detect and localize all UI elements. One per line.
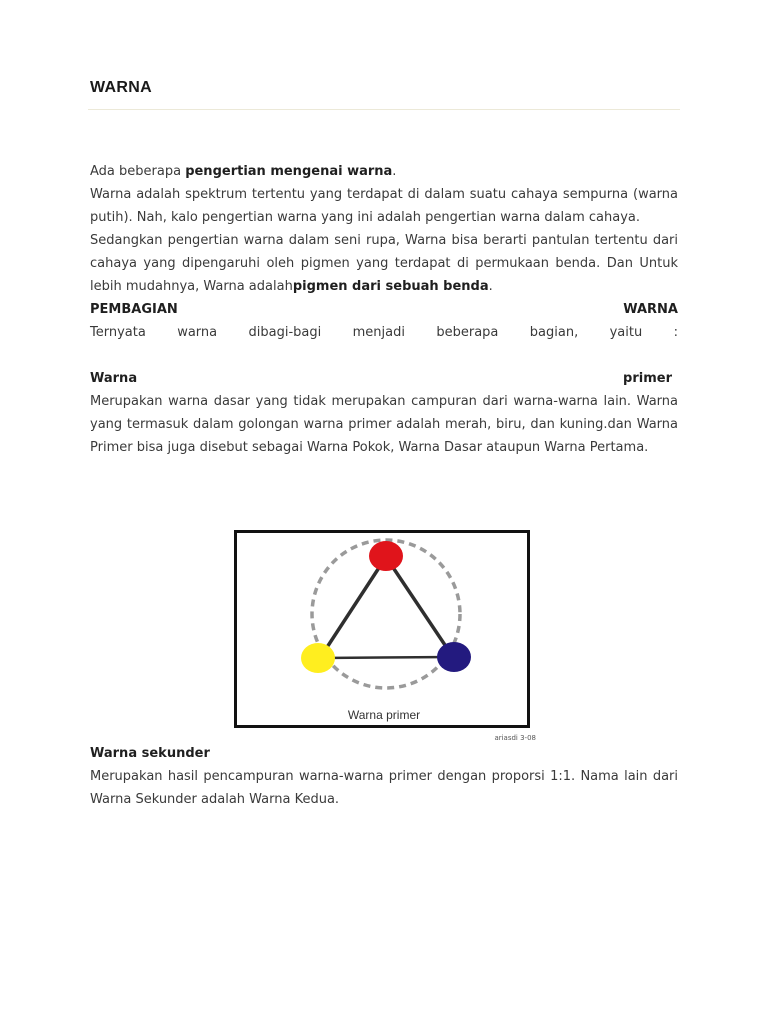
title-divider <box>88 109 680 110</box>
art-definition-text: Sedangkan pengertian warna dalam seni rupa, Warna bisa berarti pantulan tertentu dari cahaya yang dipengaruhi oleh pigmen yang terdapat di permukaan benda. Dan Untuk lebih mudahnya, Warna adalah <box>90 233 678 294</box>
primary-text: erupakan warna dasar yang tidak merupakan campuran dari warna-warna lain. Warna yang termasuk dalam golongan warna primer adalah merah, biru, dan kuning.dan Warna Primer bisa juga disebut sebagai Warna Pokok, Warna Dasar ataupun Warna Pertama. <box>90 394 678 455</box>
paragraph-art-definition <box>90 229 678 298</box>
secondary-section <box>90 742 678 811</box>
primary-first-letter: M <box>90 394 102 409</box>
intro-suffix: . <box>392 164 397 179</box>
figure-frame <box>234 530 530 728</box>
secondary-paragraph: Merupakan hasil pencampuran warna-warna primer dengan proporsi 1:1. Nama lain dari Warna Sekunder adalah Warna Kedua. <box>90 769 678 807</box>
primary-heading-text: Warna primer <box>90 371 672 386</box>
intro-paragraph <box>90 160 678 183</box>
primary-heading <box>90 367 678 390</box>
triangle-edge-bottom <box>320 657 453 658</box>
intro-text: Ada beberapa <box>90 164 186 179</box>
blue-dot <box>437 642 471 672</box>
page-title: WARNA <box>90 79 152 96</box>
primary-paragraph <box>90 390 678 459</box>
figure-credit: ariasdi 3-08 <box>494 734 536 742</box>
triangle-edge-right <box>386 557 453 657</box>
secondary-heading <box>90 742 678 765</box>
art-definition-bold: pigmen dari sebuah benda <box>292 279 489 294</box>
yellow-dot <box>301 643 335 673</box>
triangle-edge-left <box>320 557 386 658</box>
spacer <box>90 344 678 367</box>
division-heading <box>90 298 678 321</box>
color-triangle-diagram <box>237 533 527 725</box>
paragraph-light-definition: Warna adalah spektrum tertentu yang terdapat di dalam suatu cahaya sempurna (warna putih). Nah, kalo pengertian warna yang ini adalah pengertian warna dalam cahaya. <box>90 187 678 225</box>
secondary-heading-text: Warna sekunder <box>90 746 210 761</box>
intro-bold: pengertian mengenai warna <box>185 164 393 179</box>
primary-colors-figure <box>234 530 536 742</box>
art-definition-suffix: . <box>488 279 493 294</box>
division-text: Ternyata warna dibagi-bagi menjadi beberapa bagian, yaitu : <box>90 325 678 340</box>
figure-caption: Warna primer <box>347 708 421 722</box>
red-dot <box>369 541 403 571</box>
division-heading-text: PEMBAGIAN WARNA <box>90 302 678 317</box>
article-body <box>90 160 678 459</box>
